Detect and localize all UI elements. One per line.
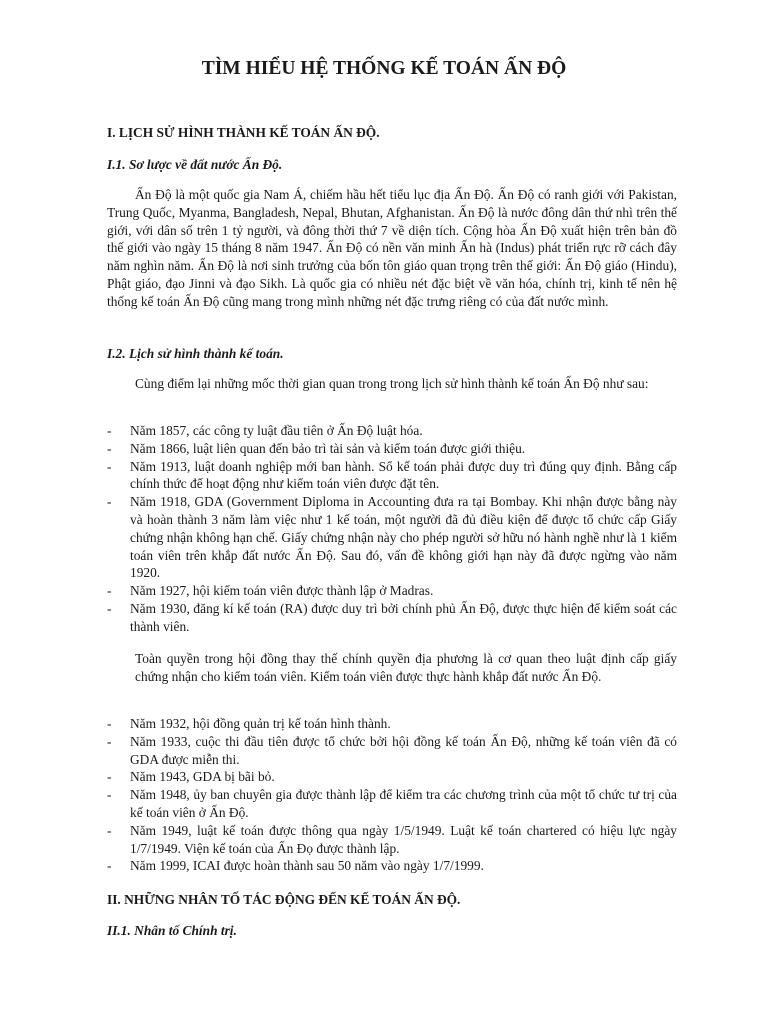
subsection-1-2-intro: Cùng điểm lại những mốc thời gian quan trong trong lịch sử hình thành kế toán Ấn Độ như sau: (135, 376, 649, 391)
subsection-2-1-heading: II.1. Nhân tố Chính trị. (107, 923, 237, 938)
list-item: - Năm 1933, cuộc thi đầu tiên được tổ chức bởi hội đồng kế toán Ấn Độ, những kế toán viên đã có GDA được miễn thi. (107, 733, 677, 767)
list-dash: - (107, 440, 112, 456)
list-item: - Năm 1866, luật liên quan đến bảo trì tài sản và kiểm toán được giới thiệu. (107, 440, 526, 456)
list-dash: - (107, 733, 112, 749)
list-item: - Năm 1943, GDA bị bãi bỏ. (107, 769, 275, 785)
list-item: - Năm 1927, hội kiểm toán viên được thành lập ở Madras. (107, 583, 434, 599)
section-2-heading: II. NHỮNG NHÂN TỐ TÁC ĐỘNG ĐẾN KẾ TOÁN ẤN ĐỘ. (107, 892, 461, 907)
list-dash: - (107, 494, 112, 510)
list-item: - Năm 1949, luật kế toán được thông qua ngày 1/5/1949. Luật kế toán chartered có hiệu lực ngày 1/7/1949. Viện kế toán của Ấn Đọ được thành lập. (107, 822, 677, 856)
list-dash: - (107, 458, 112, 474)
list-dash: - (107, 769, 112, 785)
list-dash: - (107, 423, 112, 438)
subsection-1-1-heading: I.1. Sơ lược về đất nước Ấn Độ. (107, 157, 283, 172)
list-item: - Năm 1918, GDA (Government Diploma in Accounting đưa ra tại Bombay. Khi nhận được bằng này và hoàn thành 3 năm làm việc như 1 kế toán, một người đã đủ điều kiện để được tổ chức cấp Giấy chứng nhận không hạn chế. Giấy chứng nhận này cho phép người sở hữu nó hành nghề như là 1 kiểm toán viên trên khắp đất nước Ấn Độ. Sau đó, vấn đề không giới hạn này đã được ngừng vào năm 1920. (107, 494, 677, 581)
list-item: - Năm 1857, các công ty luật đầu tiên ở Ấn Độ luật hóa. (107, 423, 423, 438)
list-dash: - (107, 822, 112, 838)
subsection-1-1-paragraph: Ấn Độ là một quốc gia Nam Á, chiếm hầu hết tiểu lục địa Ấn Độ. Ấn Độ có ranh giới với Pakistan, Trung Quốc, Myanma, Bangladesh, Nepal, Bhutan, Afghanistan. Ấn Độ là nước đông dân thứ nhì trên thế giới, với dân số trên 1 tỷ người, và đông thời thứ 7 về diện tích. Cộng hòa Ấn Độ xuất hiện trên bản đồ thế giới vào ngày 15 tháng 8 năm 1947. Ấn Độ có nền văn minh Ấn hà (Indus) phát triển rực rỡ cách đây năm nghìn năm. Ấn Độ là nơi sinh trưởng của bốn tôn giáo quan trọng trên thế giới: Ấn Độ giáo (Hindu), Phật giáo, đạo Jinni và đạo Sikh. Là quốc gia có nhiều nét đặc biệt về văn hóa, chính trị, kinh tế nên hệ thống kế toán Ấn Độ cũng mang trong mình những nét đặc trưng riêng có của đất nước mình. (107, 187, 677, 309)
subsection-1-2-heading: I.2. Lịch sử hình thành kế toán. (107, 346, 284, 361)
list-dash: - (107, 600, 112, 616)
list-dash: - (107, 787, 112, 803)
list-item: - Năm 1932, hội đồng quản trị kế toán hình thành. (107, 716, 391, 731)
list-item: - Năm 1913, luật doanh nghiệp mới ban hành. Sổ kế toán phải được duy trì đúng quy định. Bằng cấp chính thức để hoạt động như kiểm toán viên được đặt tên. (107, 458, 677, 492)
list-item: - Năm 1948, ủy ban chuyên gia được thành lập để kiểm tra các chương trình của một tổ chức tư trị của kế toán viên ở Ấn Độ. (107, 787, 677, 820)
note-paragraph: Toàn quyền trong hội đồng thay thế chính quyền địa phương là cơ quan theo luật định cấp giấy chứng nhận cho kiểm toán viên. Kiểm toán viên được thực hành khắp đất nước Ấn Độ. (135, 651, 677, 684)
list-dash: - (107, 583, 112, 599)
list-dash: - (107, 858, 112, 874)
timeline-list-1 (107, 422, 677, 636)
timeline-list-2 (107, 715, 677, 875)
list-item: - Năm 1999, ICAI được hoàn thành sau 50 năm vào ngày 1/7/1999. (107, 858, 484, 874)
list-item: - Năm 1930, đăng kí kế toán (RA) được duy trì bởi chính phủ Ấn Độ, được thực hiện để kiểm soát các thành viên. (107, 600, 677, 634)
list-dash: - (107, 716, 112, 731)
document-title: TÌM HIỂU HỆ THỐNG KẾ TOÁN ẤN ĐỘ (201, 58, 567, 79)
section-1-heading: I. LỊCH SỬ HÌNH THÀNH KẾ TOÁN ẤN ĐỘ. (107, 125, 380, 140)
